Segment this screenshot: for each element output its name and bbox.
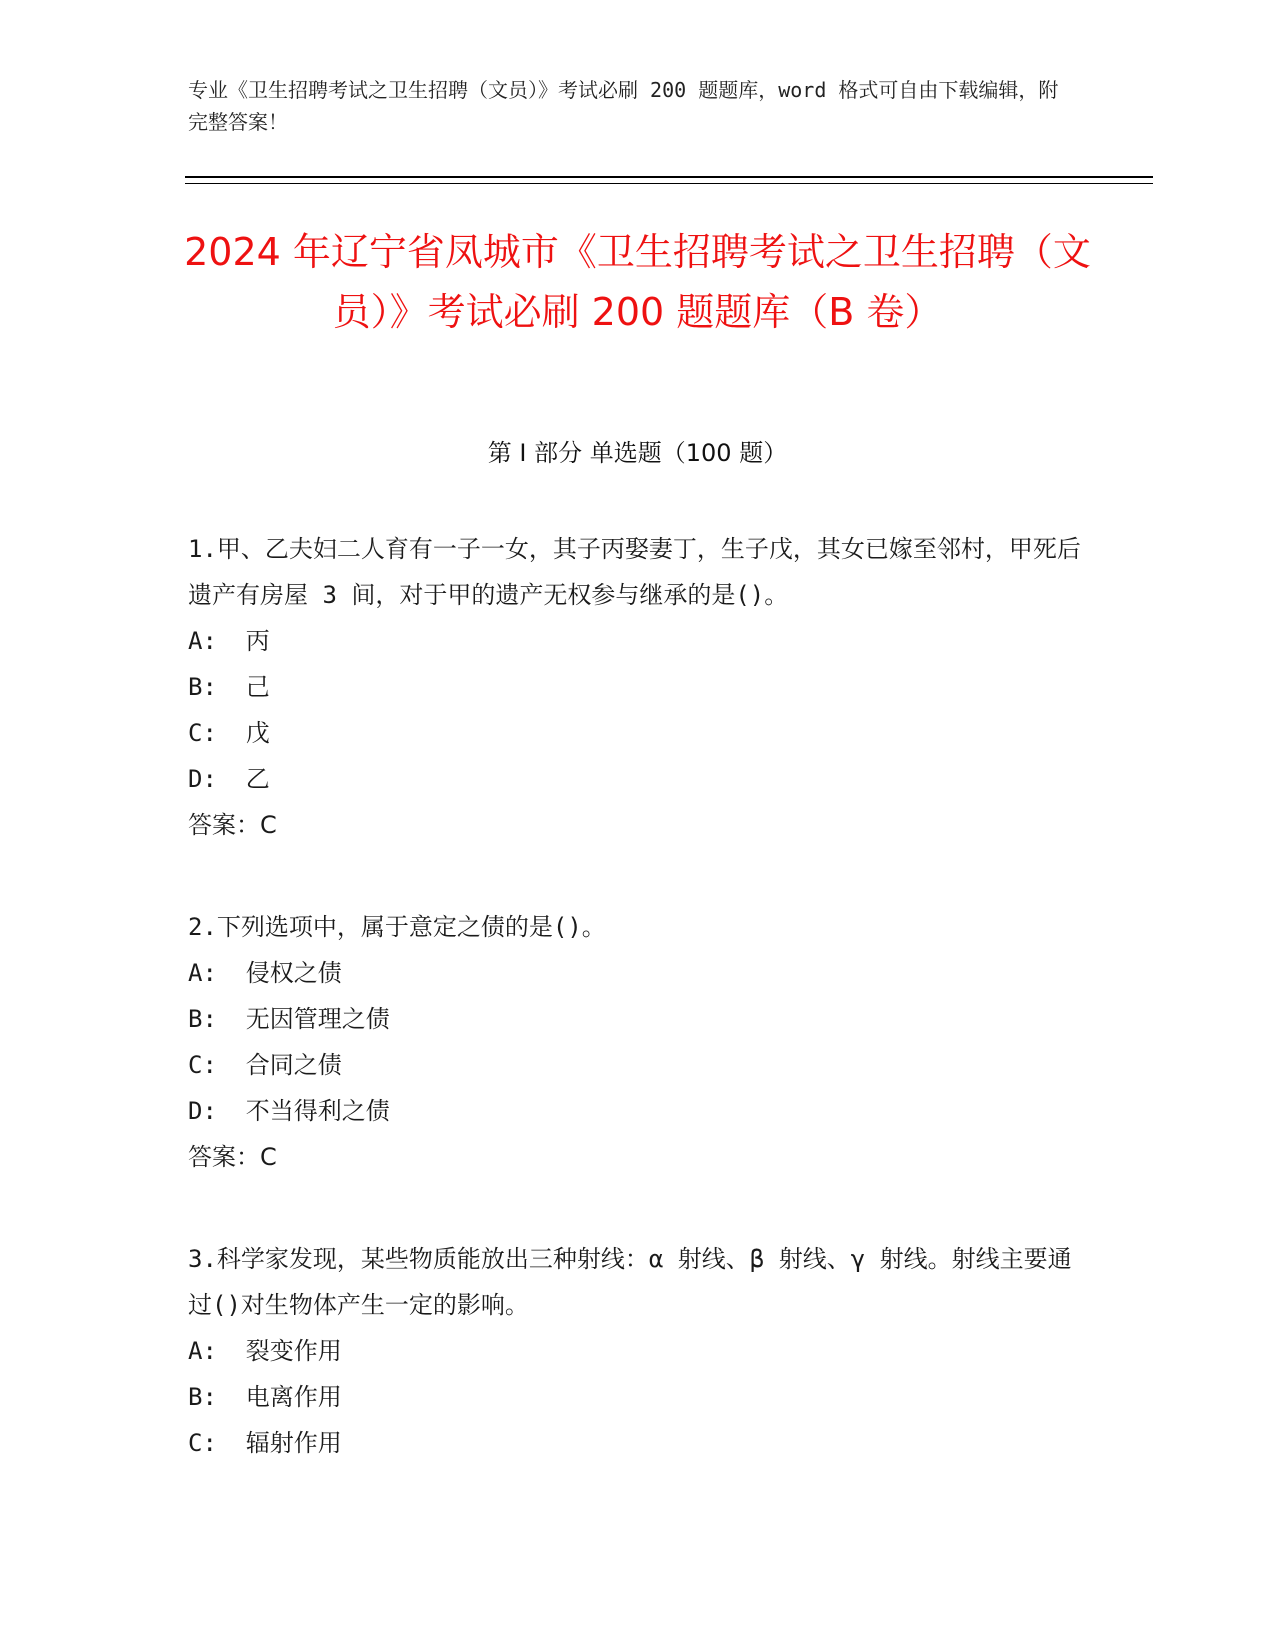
question-stem: 3.科学家发现，某些物质能放出三种射线：α 射线、β 射线、γ 射线。射线主要通过()对生物体产生一定的影响。 — [188, 1245, 1072, 1319]
question-stem: 2.下列选项中，属于意定之债的是()。 — [188, 913, 606, 941]
answer-line: 答案：C — [188, 1143, 277, 1171]
answer-line: 答案：C — [188, 811, 277, 839]
question-list — [188, 526, 1088, 1522]
option-c: C: 戊 — [188, 719, 270, 747]
option-c: C: 合同之债 — [188, 1051, 342, 1079]
option-b: B: 电离作用 — [188, 1383, 342, 1411]
option-b: B: 己 — [188, 673, 270, 701]
header-note: 专业《卫生招聘考试之卫生招聘（文员）》考试必刷 200 题题库，word 格式可自由下载编辑，附完整答案！ — [188, 78, 1059, 134]
question-stem: 1.甲、乙夫妇二人育有一子一女，其子丙娶妻丁，生子戊，其女已嫁至邻村，甲死后遗产有房屋 3 间，对于甲的遗产无权参与继承的是()。 — [188, 535, 1081, 609]
option-a: A: 侵权之债 — [188, 959, 342, 987]
option-b: B: 无因管理之债 — [188, 1005, 390, 1033]
option-a: A: 裂变作用 — [188, 1337, 342, 1365]
option-d: D: 乙 — [188, 765, 270, 793]
question-3 — [188, 1236, 1088, 1466]
question-1 — [188, 526, 1088, 848]
header-divider-thick — [185, 176, 1153, 178]
document-title: 2024 年辽宁省凤城市《卫生招聘考试之卫生招聘（文员）》考试必刷 200 题题库（B 卷） — [184, 230, 1091, 334]
option-c: C: 辐射作用 — [188, 1429, 342, 1457]
header-divider-thin — [185, 183, 1153, 184]
option-d: D: 不当得利之债 — [188, 1097, 390, 1125]
option-a: A: 丙 — [188, 627, 270, 655]
question-2 — [188, 904, 1088, 1180]
section-heading: 第 I 部分 单选题（100 题） — [487, 439, 788, 467]
